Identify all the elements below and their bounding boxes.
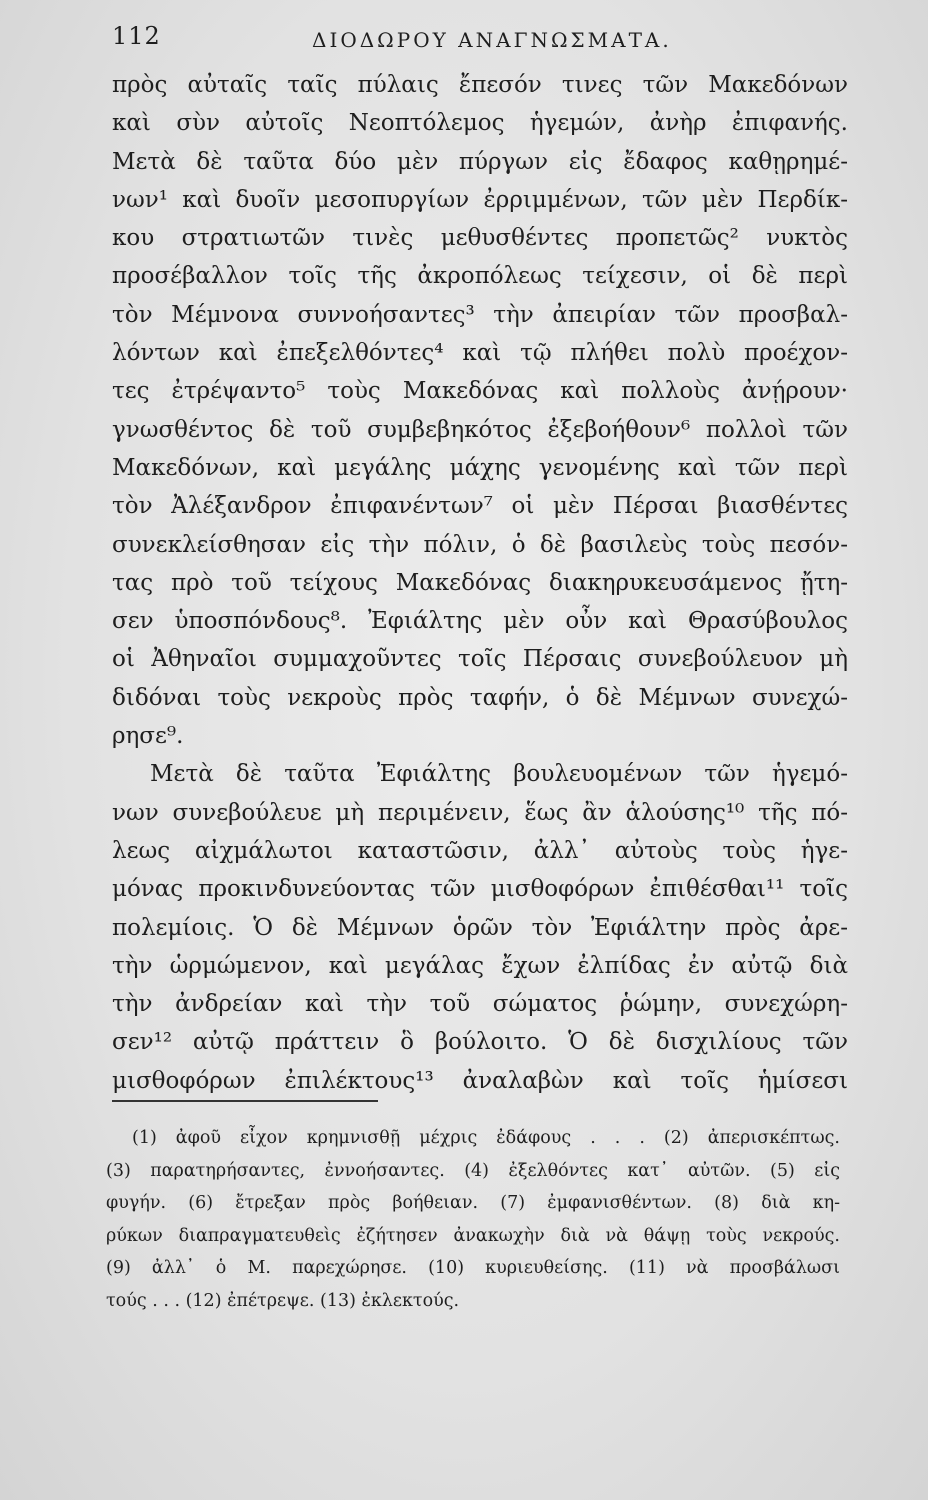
text-line: σεν ὑποσπόνδους⁸. Ἐφιάλτης μὲν οὖν καὶ Θρασύβουλος <box>112 608 848 635</box>
text-line: τας πρὸ τοῦ τείχους Μακεδόνας διακηρυκευσάμενος ᾔτη- <box>112 569 848 596</box>
text-line: τὸν Ἀλέξανδρον ἐπιφανέντων⁷ οἱ μὲν Πέρσαι βιασθέντες <box>112 493 848 520</box>
text-line: καὶ σὺν αὐτοῖς Νεοπτόλεμος ἡγεμών, ἀνὴρ ἐπιφανής. <box>112 110 848 137</box>
text-line: Μετὰ δὲ ταῦτα δύο μὲν πύργων εἰς ἔδαφος καθῃρημέ- <box>112 148 848 175</box>
running-title: ΔΙΟΔΩΡΟΥ ΑΝΑΓΝΩΣΜΑΤΑ. <box>312 28 672 52</box>
paragraph-start-line: Μετὰ δὲ ταῦτα Ἐφιάλτης βουλευομένων τῶν ἡγεμό- <box>150 761 848 788</box>
text-line: μισθοφόρων ἐπιλέκτους¹³ ἀναλαβὼν καὶ τοῖς ἡμίσεσι <box>112 1067 848 1094</box>
footnotes <box>106 1122 840 1317</box>
body-text <box>112 66 848 1100</box>
text-line: πολεμίοις. Ὁ δὲ Μέμνων ὁρῶν τὸν Ἐφιάλτην πρὸς ἀρε- <box>112 914 848 941</box>
text-line: τες ἐτρέψαντο⁵ τοὺς Μακεδόνας καὶ πολλοὺς ἀνῄρουν· <box>112 378 848 405</box>
footnote-divider <box>112 1100 378 1102</box>
text-line: ρησε⁹. <box>112 723 184 750</box>
text-line: μόνας προκινδυνεύοντας τῶν μισθοφόρων ἐπιθέσθαι¹¹ τοῖς <box>112 876 848 903</box>
text-line: λεως αἰχμάλωτοι καταστῶσιν, ἀλλ᾽ αὐτοὺς τοὺς ἡγε- <box>112 837 848 864</box>
text-line: γνωσθέντος δὲ τοῦ συμβεβηκότος ἐξεβοήθουν⁶ πολλοὶ τῶν <box>112 416 848 443</box>
footnote-line: (3) παρατηρήσαντες, ἐννοήσαντες. (4) ἐξελθόντες κατ᾽ αὐτῶν. (5) εἰς <box>106 1160 840 1181</box>
text-line: τὴν ἀνδρείαν καὶ τὴν τοῦ σώματος ῥώμην, συνεχώρη- <box>112 991 848 1018</box>
text-line: οἱ Ἀθηναῖοι συμμαχοῦντες τοῖς Πέρσαις συνεβούλευον μὴ <box>112 646 848 673</box>
text-line: νων¹ καὶ δυοῖν μεσοπυργίων ἐρριμμένων, τῶν μὲν Περδίκ- <box>112 186 848 213</box>
text-line: λόντων καὶ ἐπεξελθόντες⁴ καὶ τῷ πλήθει πολὺ προέχον- <box>112 340 848 367</box>
running-header <box>112 22 842 62</box>
footnote-line: τούς . . . (12) ἐπέτρεψε. (13) ἐκλεκτούς. <box>106 1290 460 1311</box>
text-line: τὸν Μέμνονα συννοήσαντες³ τὴν ἀπειρίαν τῶν προσβαλ- <box>112 301 848 328</box>
text-line: σεν¹² αὐτῷ πράττειν ὃ βούλοιτο. Ὁ δὲ δισχιλίους τῶν <box>112 1029 848 1056</box>
footnote-line: (9) ἀλλ᾽ ὁ Μ. παρεχώρησε. (10) κυριευθείσης. (11) νὰ προσβάλωσι <box>106 1258 840 1278</box>
footnote-line: (1) ἀφοῦ εἶχον κρημνισθῇ μέχρις ἐδάφους . . . (2) ἀπερισκέπτως. <box>132 1128 840 1148</box>
text-line: πρὸς αὐταῖς ταῖς πύλαις ἔπεσόν τινες τῶν Μακεδόνων <box>112 72 848 98</box>
footnote-line: ρύκων διαπραγματευθεὶς ἐζήτησεν ἀνακωχὴν διὰ νὰ θάψῃ τοὺς νεκρούς. <box>106 1225 840 1246</box>
text-line: κου στρατιωτῶν τινὲς μεθυσθέντες προπετῶς² νυκτὸς <box>112 225 848 252</box>
text-line: νων συνεβούλευε μὴ περιμένειν, ἕως ἂν ἁλούσης¹⁰ τῆς πό- <box>112 799 848 826</box>
footnote-line: φυγήν. (6) ἔτρεξαν πρὸς βοήθειαν. (7) ἐμφανισθέντων. (8) διὰ κη- <box>106 1193 840 1213</box>
text-line: Μακεδόνων, καὶ μεγάλης μάχης γενομένης καὶ τῶν περὶ <box>112 454 848 481</box>
text-line: διδόναι τοὺς νεκροὺς πρὸς ταφήν, ὁ δὲ Μέμνων συνεχώ- <box>112 684 848 711</box>
page-number: 112 <box>112 22 161 50</box>
text-line: συνεκλείσθησαν εἰς τὴν πόλιν, ὁ δὲ βασιλεὺς τοὺς πεσόν- <box>112 531 848 558</box>
text-line: προσέβαλλον τοῖς τῆς ἀκροπόλεως τείχεσιν, οἱ δὲ περὶ <box>112 263 848 290</box>
text-line: τὴν ὡρμώμενον, καὶ μεγάλας ἔχων ἐλπίδας ἐν αὐτῷ διὰ <box>112 952 848 979</box>
